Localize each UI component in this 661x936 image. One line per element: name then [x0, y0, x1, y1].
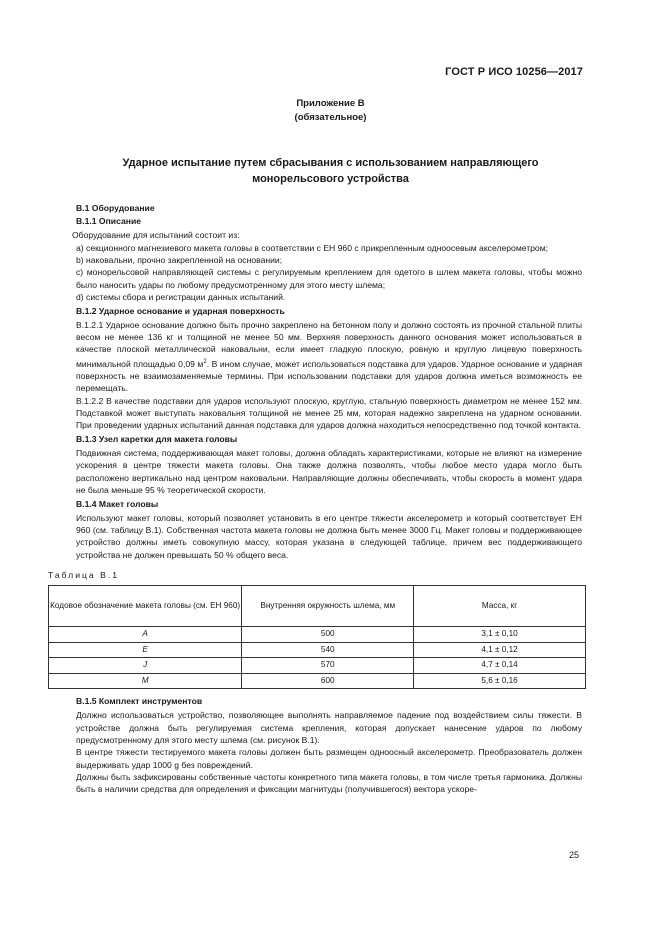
list-item: b) наковальни, прочно закрепленной на основании;: [76, 254, 283, 265]
table-cell: A: [49, 627, 242, 643]
table-caption: Таблица В.1: [48, 569, 119, 580]
table-cell: 570: [242, 658, 414, 674]
list-item: d) системы сбора и регистрации данных испытаний.: [76, 291, 286, 302]
paragraph: В.1.2.2 В качестве подставки для ударов используют плоскую, круглую, стальную поверхность диаметром не менее 152 мм. Подставкой может выступать наковальня толщиной не менее 25 мм, которая надежно закреплена на ударном основании. При проведении ударных испытаний данная подставка для ударов должна находиться непосредственно под точкой контакта.: [76, 395, 582, 431]
table-cell: 500: [242, 627, 414, 643]
table-header-cell: Внутренняя окружность шлема, мм: [242, 586, 414, 627]
table-cell: J: [49, 658, 242, 674]
list-item: а) секционного магнезиевого макета головы в соответствии с ЕН 960 с прикрепленным одноосевым акселерометром;: [76, 242, 549, 253]
title-line-1: Ударное испытание путем сбрасывания с использованием направляющего: [122, 157, 539, 169]
table-row: [49, 658, 586, 674]
table-cell: 600: [242, 673, 414, 689]
subsection-heading: В.1.1 Описание: [76, 216, 142, 227]
page-number: 25: [568, 850, 579, 860]
table-cell: 3,1 ± 0,10: [414, 627, 586, 643]
table-row: [49, 673, 586, 689]
subsection-heading: В.1.2 Ударное основание и ударная поверхность: [76, 305, 285, 316]
section-heading: В.1 Оборудование: [76, 202, 155, 213]
table-cell: M: [49, 673, 242, 689]
table-cell: 4,7 ± 0,14: [414, 658, 586, 674]
title-line-2: монорельсового устройства: [252, 173, 409, 185]
paragraph: Должно использоваться устройство, позволяющее выполнять направляемое падение под воздействием силы тяжести. В устройстве должна быть регулируемая система крепления, которая допускает нанесение ударов по любому предусмотренному для этого месту шлема (см. рисунок В.1).: [76, 710, 582, 745]
table-row: [49, 642, 586, 658]
head-form-table: [48, 585, 586, 689]
paragraph: Подвижная система, поддерживающая макет головы, должна обладать характеристиками, которые не влияют на измерение ускорения в центре тяжести макета головы. Она также должна позволять, чтобы любое место удара могло быть расположено вертикально над центром наковальни. Направляющие должны обеспечивать, чтобы скорость в момент удара не была меньше 95 % теоретической скорости.: [76, 447, 582, 495]
appendix-status: (обязательное): [294, 112, 367, 123]
document-header: ГОСТ Р ИСО 10256—2017: [445, 66, 583, 78]
table-header-row: [49, 586, 586, 627]
paragraph: В центре тяжести тестируемого макета головы должен быть размещен одноосный акселерометр. Преобразователь должен выдерживать удар 1000 g без повреждений.: [76, 747, 582, 770]
table-cell: 4,1 ± 0,12: [414, 642, 586, 658]
table-row: [49, 627, 586, 643]
appendix-title: [0, 155, 661, 187]
paragraph: В.1.2.1 Ударное основание должно быть прочно закреплено на бетонном полу и должно состоять из прочной стальной плиты весом не менее 136 кг и толщиной не менее 50 мм. Верхняя поверхность данного основания может использоваться в качестве плоской металлической наковальни, если имеет гладкую плоскую, ровную и круглую лицевую поверхность минимальной площадью 0,09 $м^2$. В ином случае, может использоваться подставка для ударов. Ударное основание и ударная поверхность не взаимозаменяемые термины. При использовании подставки для ударов должна иметься возможность ее перемещать.: [76, 319, 583, 394]
paragraph: Должны быть зафиксированы собственные частоты конкретного типа макета головы, в том числе третья гармоника. Должны быть в наличии средства для определения и фиксации магнитуды (получившегося) вектора ускоре-: [76, 771, 582, 795]
appendix-label: Приложение В: [296, 98, 365, 109]
subsection-heading: В.1.5 Комплект инструментов: [76, 696, 203, 707]
document-body: [48, 200, 583, 796]
table-cell: 540: [242, 642, 414, 658]
subsection-heading: В.1.4 Макет головы: [76, 498, 159, 509]
table-header-cell: Масса, кг: [414, 586, 586, 627]
table-header-cell: Кодовое обозначение макета головы (см. ЕН 960): [49, 586, 242, 627]
table-cell: E: [49, 642, 242, 658]
table-cell: 5,6 ± 0,16: [414, 673, 586, 689]
appendix-heading: [0, 97, 661, 125]
paragraph: Оборудование для испытаний состоит из:: [72, 230, 240, 241]
paragraph: Используют макет головы, который позволяет установить в его центре тяжести акселерометр и который соответствует ЕН 960 (см. таблицу В.1). Собственная частота макета головы не должна быть менее 3000 Гц. Макет головы и поддерживающее устройство должны иметь совокупную массу, которая указана в следующей таблице, причем вес поддерживающего устройства не должен превышать 50 % общего веса.: [76, 512, 582, 560]
subsection-heading: В.1.3 Узел каретки для макета головы: [76, 434, 238, 445]
list-item: с) монорельсовой направляющей системы с регулируемым креплением для одетого в шлем макета головы, чтобы можно было наносить удары по любому предусмотренному для этого месту шлема;: [76, 267, 582, 290]
